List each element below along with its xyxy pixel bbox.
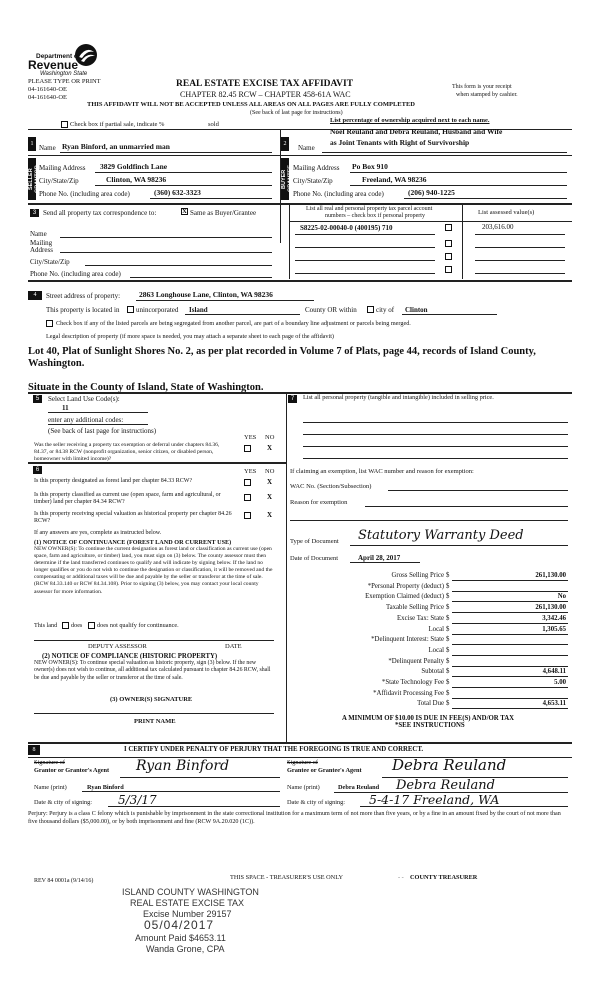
unincorporated-checkbox[interactable]	[127, 306, 134, 313]
seller-phone[interactable]: (360) 632-3323	[154, 188, 201, 197]
unincorporated-label: unincorporated	[136, 306, 179, 314]
parcel-account[interactable]: S8225-02-00040-0 (400195) 710	[300, 224, 393, 232]
acct-head-1: List all real and personal property tax parcel account	[306, 206, 433, 212]
legal-desc-2: Washington.	[28, 358, 85, 369]
seller-name[interactable]: Ryan Binford, an unmarried man	[62, 142, 170, 151]
revenue-wordmark: Revenue	[28, 58, 79, 72]
calc-value[interactable]: 4,653.11	[542, 700, 566, 707]
legal-label: Legal description of property (if more space is needed, you may attach a separate sheet to each page of the affidavit)	[46, 333, 334, 340]
calc-value[interactable]: 3,342.46	[542, 615, 566, 622]
sec5-num: 5	[33, 395, 42, 403]
seller-mail-label: Mailing Address	[39, 164, 86, 172]
stamp-line-2: REAL ESTATE EXCISE TAX	[130, 898, 245, 908]
grantor-sig-of: Signature of	[34, 759, 65, 766]
buyer-city[interactable]: Freeland, WA 98236	[362, 175, 427, 184]
calc-value[interactable]: 5.00	[554, 679, 566, 686]
receipt-note-1: This form is your receipt	[452, 84, 512, 90]
notice1-text: NEW OWNER(S): To continue the current designation as forest land or classification as current use (open space, farm and agriculture, or timber) land, you must sign on (3) below. The county assessor must then determine if the land transferred continues to qualify and will indicate by signing below. If the land no longer qualifies or you do not wish to continue the designation or classification, it will be removed and the compensating or additional taxes will be due and payable by the seller or transferor at the time of sale. (RCW 84.33.140 or RCW 84.34.108). Prior to signing (3) below, you may contact your local county assessor for more information.	[34, 546, 273, 595]
county-label: County OR within	[305, 306, 357, 314]
assessed-value[interactable]: 203,616.00	[482, 223, 514, 231]
legal-desc-1: Lot 40, Plat of Sunlight Shores No. 2, as per plat recorded in Volume 7 of Plats, page 44, records of Island County,	[28, 346, 536, 357]
sec3-name-label: Name	[30, 230, 47, 238]
partial-sale-label: Check box if partial sale, indicate %	[70, 121, 165, 128]
if-any-note: If any answers are yes, complete as instructed below.	[34, 530, 162, 536]
calc-label: Gross Selling Price	[391, 572, 444, 579]
min-fee-note: A MINIMUM OF $10.00 IS DUE IN FEE(S) AND/OR TAX	[342, 715, 515, 722]
calc-label: Subtotal	[421, 668, 444, 675]
buyer-phone-label: Phone No. (including area code)	[293, 190, 384, 198]
segregated-label: Check box if any of the listed parcels are being segregated from another parcel, are part of a boundary line adjustment or parcels being merged.	[56, 320, 411, 327]
doc-date[interactable]: April 28, 2017	[358, 554, 401, 562]
calc-label: *Delinquent Penalty	[388, 658, 444, 665]
grantee-agent-label: Grantee or Grantee's Agent	[287, 767, 362, 774]
grantee-date-city[interactable]: 5-4-17 Freeland, WA	[369, 792, 500, 807]
historic-question: Is this property receiving special valuation as historical property per chapter 84.26 RCW?	[34, 511, 232, 524]
grantee-date-label: Date & city of signing:	[287, 799, 346, 806]
located-label: This property is located in	[46, 306, 120, 314]
parcel-personal-checkbox-3[interactable]	[445, 253, 452, 260]
forest-question: Is this property designated as forest land per chapter 84.33 RCW?	[34, 478, 193, 484]
sec3-city-label: City/State/Zip	[30, 258, 70, 266]
current-use-question: Is this property classified as current use (open space, farm and agricultural, or timber) land per chapter 84.34 RCW?	[34, 492, 221, 505]
buyer-name-label: Name	[298, 144, 315, 152]
calc-label: Local	[428, 626, 444, 633]
does-label: does	[71, 622, 83, 629]
buyer-tag: BUYER GRANTEE	[281, 165, 294, 193]
seller-mail[interactable]: 3829 Goldfinch Lane	[100, 162, 168, 171]
calc-label: Exemption Claimed (deduct)	[365, 593, 444, 600]
buyer-num: 2	[283, 141, 287, 147]
forest-yes-checkbox[interactable]	[244, 479, 251, 486]
calc-value[interactable]: 261,130.00	[535, 604, 566, 611]
calc-currency: $	[446, 690, 450, 697]
sec6-yes: YES	[244, 468, 257, 475]
seller-name-label: Name	[39, 144, 56, 152]
calc-value[interactable]: No	[557, 593, 566, 600]
this-land-label: This land	[34, 622, 58, 629]
buyer-mail-label: Mailing Address	[293, 164, 340, 172]
calc-label: Local	[428, 647, 444, 654]
calc-value[interactable]: 261,130.00	[535, 572, 566, 579]
doc-date-label: Date of Document	[290, 555, 339, 562]
seller-city-label: City/State/Zip	[39, 177, 79, 185]
historic-yes-checkbox[interactable]	[244, 512, 251, 519]
assessed-head: List assessed value(s)	[478, 209, 535, 216]
calc-currency: $	[446, 626, 450, 633]
land-not-qualify-checkbox[interactable]	[88, 622, 95, 629]
form-title: REAL ESTATE EXCISE TAX AFFIDAVIT	[176, 79, 354, 89]
parcel-personal-checkbox-2[interactable]	[445, 240, 452, 247]
warning-text: THIS AFFIDAVIT WILL NOT BE ACCEPTED UNLESS ALL AREAS ON ALL PAGES ARE FULLY COMPLETED	[87, 101, 415, 108]
partial-sale-checkbox[interactable]	[61, 121, 68, 128]
calc-currency: $	[446, 604, 450, 611]
treasurer-dash: - -	[398, 874, 404, 881]
sec3-num: 3	[30, 209, 39, 217]
rev-code: REV 84 0001a (9/14/16)	[34, 878, 94, 884]
county-treasurer: COUNTY TREASURER	[410, 874, 478, 881]
notice2-text: NEW OWNER(S): To continue special valuation as historic property, sign (3) below. If the new owner(s) does not wish to continue, all additional tax calculated pursuant to chapter 84.26 RCW, shall be due and payable by the seller or transferor at the time of sale.	[34, 660, 271, 681]
ownership-note: List percentage of ownership acquired next to each name.	[330, 117, 490, 124]
same-as-buyer-x: X	[182, 208, 187, 215]
calc-currency: $	[446, 668, 450, 675]
grantee-sig-of: Signature of	[287, 759, 318, 766]
buyer-phone[interactable]: (206) 940-1225	[408, 188, 455, 197]
calc-currency: $	[446, 647, 450, 654]
type-print: PLEASE TYPE OR PRINT	[28, 78, 101, 85]
receipt-note-2: when stamped by cashier.	[456, 92, 518, 98]
street-label: Street address of property:	[46, 292, 121, 300]
grantee-name-handwritten[interactable]: Debra Reuland	[396, 778, 495, 793]
buyer-name-line1[interactable]: Noel Reuland and Debra Reuland, Husband and Wife	[330, 127, 503, 136]
sold-label: sold	[208, 121, 219, 128]
sec7-num: 7	[288, 395, 297, 403]
seller-num-block	[28, 137, 36, 151]
sec5-yes: YES	[244, 434, 257, 441]
current-use-no-x[interactable]: X	[267, 493, 273, 501]
stamp-line-5: Amount Paid $4653.11	[135, 933, 226, 943]
parcel-personal-checkbox-4[interactable]	[445, 266, 452, 273]
grantor-date-label: Date & city of signing:	[34, 799, 93, 806]
stamp-line-4: 05/04/2017	[144, 918, 215, 932]
calc-currency: $	[446, 572, 450, 579]
sec5-no: NO	[265, 434, 275, 441]
grantor-date[interactable]: 5/3/17	[118, 793, 157, 807]
see-back-note: (See back of last page for instructions)	[250, 110, 343, 116]
grantor-signature[interactable]: Ryan Binford	[136, 758, 230, 774]
buyer-mail[interactable]: Po Box 910	[352, 162, 388, 171]
calc-value[interactable]: 1,305.65	[542, 626, 566, 633]
stamp-line-6: Wanda Grone, CPA	[146, 944, 225, 954]
seller-city[interactable]: Clinton, WA 98236	[106, 175, 167, 184]
within-city-checkbox[interactable]	[367, 306, 374, 313]
segregated-checkbox[interactable]	[46, 320, 53, 327]
not-qualify-label: does not qualify for continuance.	[97, 622, 179, 629]
sec6-num: 6	[33, 466, 42, 474]
exemption-claim-label: If claiming an exemption, list WAC number and reason for exemption:	[290, 468, 474, 475]
calc-label: *Delinquent Interest: State	[371, 636, 444, 643]
sec3-address-label: Address	[30, 246, 53, 254]
deputy-assessor-label: DEPUTY ASSESSOR	[88, 643, 147, 650]
exemption-no-x[interactable]: X	[267, 444, 273, 452]
calc-currency: $	[446, 636, 450, 643]
buyer-city-label: City/State/Zip	[293, 177, 333, 185]
notice1-title: (1) NOTICE OF CONTINUANCE (FOREST LAND OR CURRENT USE)	[34, 539, 232, 546]
exemption-yes-checkbox[interactable]	[244, 445, 251, 452]
parcel-personal-checkbox-1[interactable]	[445, 224, 452, 231]
same-as-buyer-checkbox[interactable]	[181, 208, 188, 215]
sec8-num: 8	[32, 747, 36, 753]
buyer-name-line2[interactable]: as Joint Tenants with Right of Survivorship	[330, 138, 470, 147]
sec3-send-label: Send all property tax correspondence to:	[43, 209, 157, 217]
perjury-notice: Perjury: Perjury is a class C felony which is punishable by imprisonment in the state correctional institution for a maximum term of not more than five years, or by a fine in an amount fixed by the court of not more than five thousand dollars ($5,000.00), or by both imprisonment and fine (RCW 9A.20.020 (1C)).	[28, 811, 561, 825]
dept-label: Department of	[36, 53, 81, 60]
grantor-name[interactable]: Ryan Binford	[87, 784, 124, 791]
city-value[interactable]: Clinton	[405, 306, 428, 314]
calc-currency: $	[446, 658, 450, 665]
calc-label: *State Technology Fee	[381, 679, 444, 686]
historic-no-x[interactable]: X	[267, 511, 273, 519]
form-chapter: CHAPTER 82.45 RCW – CHAPTER 458-61A WAC	[180, 90, 351, 99]
owner-signature-label: (3) OWNER(S) SIGNATURE	[110, 696, 193, 703]
grantee-name-label: Name (print)	[287, 784, 320, 791]
same-as-buyer-label: Same as Buyer/Grantee	[190, 209, 257, 217]
calc-label: *Personal Property (deduct)	[367, 583, 444, 590]
wac-label: WAC No. (Section/Subsection)	[290, 483, 372, 490]
county-value[interactable]: Island	[189, 306, 208, 314]
stamp-line-3: Excise Number 29157	[143, 909, 232, 919]
grantor-name-label: Name (print)	[34, 784, 67, 791]
seller-tag: SELLER GRANTOR	[28, 165, 41, 193]
calc-currency: $	[446, 700, 450, 707]
calc-currency: $	[446, 583, 450, 590]
legal-desc-3: Situate in the County of Island, State of Washington.	[28, 382, 264, 393]
grantee-signature[interactable]: Debra Reuland	[392, 756, 507, 774]
seller-num: 1	[30, 141, 34, 147]
calc-currency: $	[446, 615, 450, 622]
see-instructions: *SEE INSTRUCTIONS	[395, 722, 465, 729]
state-label: Washington State	[40, 71, 88, 77]
sec6-no: NO	[265, 468, 275, 475]
calc-label: *Affidavit Processing Fee	[373, 690, 444, 697]
exemption-question: Was the seller receiving a property tax exemption or deferral under chapters 84.36, 84.37, or 84.38 RCW (nonprofit organization, senior citizen, or disabled person, homeowner with limited income)?	[34, 442, 220, 462]
stamp-line-1: ISLAND COUNTY WASHINGTON	[122, 887, 259, 897]
land-qualifies-checkbox[interactable]	[62, 622, 69, 629]
personal-property-label: List all personal property (tangible and intangible) included in selling price.	[303, 394, 494, 401]
sec4-num: 4	[33, 292, 37, 298]
form-code-1: 04-161640-OE	[28, 86, 67, 93]
form-code-2: 04-161640-OE	[28, 94, 67, 101]
sec3-phone-label: Phone No. (including area code)	[30, 270, 121, 278]
assessor-date-label: DATE	[225, 643, 242, 650]
grantor-agent-label: Grantor or Grantor's Agent	[34, 767, 110, 774]
reason-label: Reason for exemption	[290, 499, 348, 506]
treasurer-space: THIS SPACE - TREASURER'S USE ONLY	[230, 874, 343, 881]
calc-label: Excise Tax: State	[397, 615, 444, 622]
sec3-mailing-label: Mailing	[30, 239, 53, 247]
calc-label: Total Due	[417, 700, 444, 707]
additional-codes-label: enter any additional codes:	[48, 416, 124, 424]
land-use-label: Select Land Use Code(s):	[48, 395, 120, 403]
calc-currency: $	[446, 593, 450, 600]
land-use-code[interactable]: 11	[62, 404, 69, 412]
sec5-see-back: (See back of last page for instructions)	[48, 427, 157, 435]
calc-value[interactable]: 4,648.11	[542, 668, 566, 675]
notice2-title: (2) NOTICE OF COMPLIANCE (HISTORIC PROPERTY)	[42, 653, 218, 660]
seller-phone-label: Phone No. (including area code)	[39, 190, 130, 198]
calc-label: Taxable Selling Price	[385, 604, 444, 611]
calc-currency: $	[446, 679, 450, 686]
city-of-label: city of	[376, 306, 395, 314]
doc-type-handwritten[interactable]: Statutory Warranty Deed	[358, 528, 524, 543]
forest-no-x[interactable]: X	[267, 478, 273, 486]
print-name-label: PRINT NAME	[134, 718, 176, 725]
street-address[interactable]: 2863 Longhouse Lane, Clinton, WA 98236	[139, 290, 273, 299]
certify-text: I CERTIFY UNDER PENALTY OF PERJURY THAT THE FOREGOING IS TRUE AND CORRECT.	[124, 746, 424, 753]
acct-head-2: numbers – check box if personal property	[325, 213, 425, 219]
grantee-name[interactable]: Debra Reuland	[338, 784, 380, 791]
current-use-yes-checkbox[interactable]	[244, 494, 251, 501]
doc-type-label: Type of Document	[290, 538, 339, 545]
